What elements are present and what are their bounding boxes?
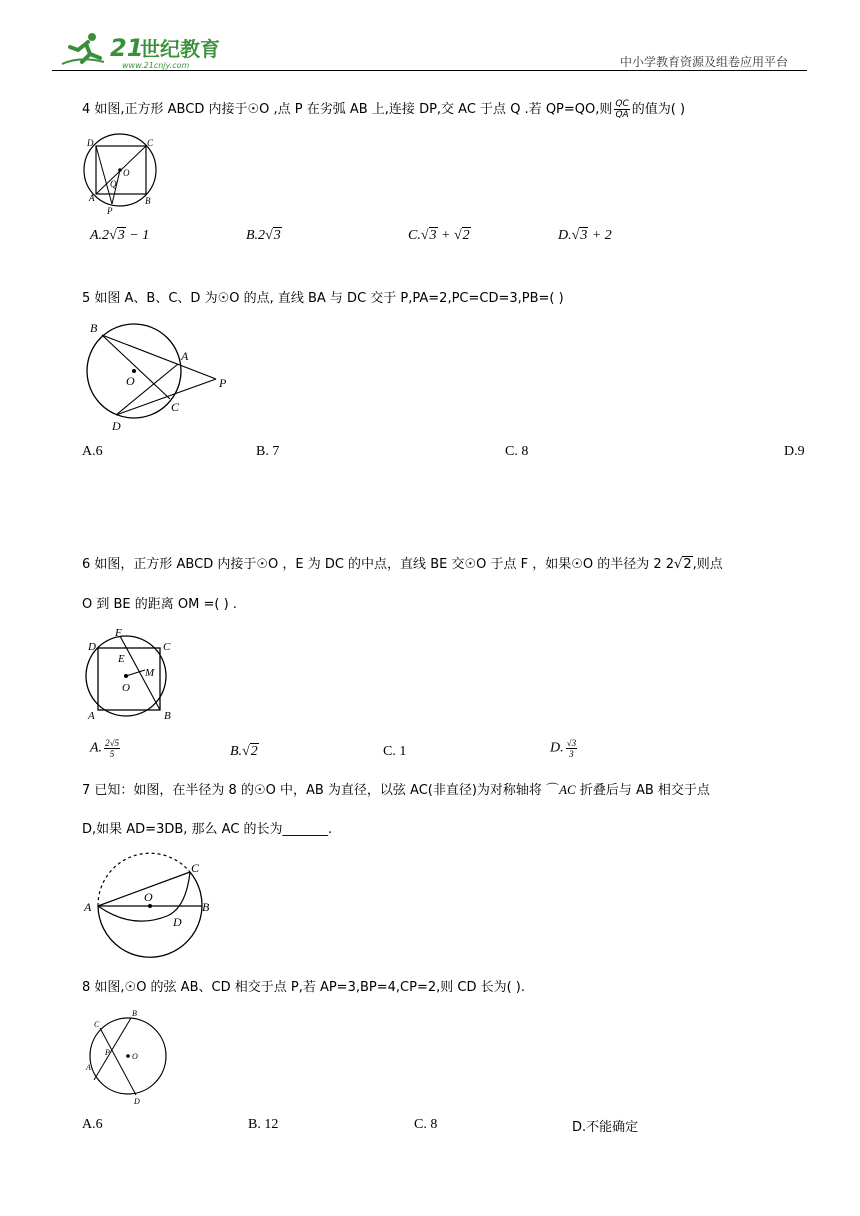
q6-option-c[interactable]: C. 1 bbox=[383, 744, 407, 759]
q4-option-a[interactable]: A.2√3 − 1 bbox=[90, 228, 150, 243]
q6-label-B: B bbox=[164, 710, 171, 722]
q7-figure bbox=[82, 850, 222, 962]
q5-option-c[interactable]: C. 8 bbox=[505, 444, 529, 459]
logo bbox=[60, 28, 240, 72]
q8-stem: 8 如图,☉O 的弦 AB、CD 相交于点 P,若 AP=3,BP=4,CP=2,则 CD 长为( ). bbox=[82, 980, 526, 995]
q4-option-c[interactable]: C.√3 + √2 bbox=[408, 228, 470, 243]
q6-label-A: A bbox=[88, 710, 95, 722]
q7-label-A: A bbox=[84, 900, 92, 914]
q4-figure bbox=[82, 130, 162, 216]
q5-option-b[interactable]: B. 7 bbox=[256, 444, 280, 459]
header-divider bbox=[52, 70, 807, 71]
q5-figure bbox=[82, 316, 242, 436]
q8-label-C: C bbox=[94, 1020, 100, 1029]
q4-label-P: P bbox=[107, 206, 113, 216]
q4-option-d[interactable]: D.√3 + 2 bbox=[558, 228, 612, 243]
q4-option-b[interactable]: B.2√3 bbox=[246, 228, 281, 243]
q8-option-a[interactable]: A.6 bbox=[82, 1117, 103, 1132]
q4-label-A: A bbox=[89, 193, 95, 203]
q4-fraction: $\frac{QC}{QA}$ bbox=[615, 99, 629, 120]
q4-label-C: C bbox=[147, 138, 154, 148]
q7-stem-line2: D,如果 AD=3DB, 那么 AC 的长为_______. bbox=[82, 822, 333, 837]
q6-figure bbox=[82, 624, 182, 724]
q8-label-D: D bbox=[134, 1097, 140, 1106]
q8-label-O: O bbox=[132, 1052, 138, 1061]
logo-icon bbox=[60, 28, 240, 72]
q5-option-d[interactable]: D.9 bbox=[784, 444, 805, 459]
q7-stem-line1: 7 已知：如图，在半径为 8 的☉O 中，AB 为直径，以弦 AC(非直径)为对称轴将 ⌒AC 折叠后与 AB 相交于点 bbox=[82, 782, 710, 798]
svg-text:www.21cnjy.com: www.21cnjy.com bbox=[122, 61, 190, 70]
q8-option-b[interactable]: B. 12 bbox=[248, 1117, 279, 1132]
q6-stem-line2: O 到 BE 的距离 OM =( ) . bbox=[82, 597, 237, 612]
q4-stem: 4 如图,正方形 ABCD 内接于☉O ,点 P 在劣弧 AB 上,连接 DP,交 AC 于点 Q .若 QP=QO,则 $\frac{QC}{QA}$ 的值为( ) bbox=[82, 99, 686, 120]
q6-option-b[interactable]: B.√2 bbox=[230, 744, 258, 759]
q6-option-a[interactable]: A. $\frac{2√5}{5}$ bbox=[90, 738, 120, 759]
q5-label-O: O bbox=[126, 374, 135, 388]
q5-option-a[interactable]: A.6 bbox=[82, 444, 103, 459]
q4-label-B: B bbox=[145, 196, 151, 206]
q6-label-E: E bbox=[118, 653, 125, 665]
q4-label-Q: Q bbox=[110, 179, 117, 189]
q8-label-B: B bbox=[132, 1009, 137, 1018]
q4-label-D: D bbox=[87, 138, 94, 148]
q6-label-O: O bbox=[122, 682, 130, 694]
q8-label-P: P bbox=[105, 1048, 110, 1057]
q5-label-C: C bbox=[171, 400, 180, 414]
q5-label-D: D bbox=[112, 419, 121, 433]
q8-option-c[interactable]: C. 8 bbox=[414, 1117, 438, 1132]
q5-label-P: P bbox=[219, 376, 227, 390]
q6-label-C: C bbox=[163, 641, 171, 653]
platform-label: 中小学教育资源及组卷应用平台 bbox=[620, 55, 789, 69]
q7-label-C: C bbox=[191, 861, 200, 875]
q4-label-O: O bbox=[123, 168, 130, 178]
q5-stem: 5 如图 A、B、C、D 为☉O 的点, 直线 BA 与 DC 交于 P,PA=2,PC=CD=3,PB=( ) bbox=[82, 291, 564, 306]
q7-label-D: D bbox=[173, 915, 182, 929]
q8-figure bbox=[82, 1006, 172, 1106]
q5-label-B: B bbox=[90, 321, 98, 335]
q7-label-O: O bbox=[144, 890, 153, 904]
svg-text:世纪教育: 世纪教育 bbox=[140, 37, 220, 61]
q7-label-B: B bbox=[202, 900, 210, 914]
q6-label-M: M bbox=[145, 667, 155, 679]
q6-label-D: D bbox=[88, 641, 96, 653]
q8-option-d[interactable]: D.不能确定 bbox=[572, 1120, 639, 1135]
svg-text:21: 21 bbox=[110, 34, 144, 62]
q6-option-d[interactable]: D. $\frac{√3}{3}$ bbox=[550, 738, 577, 759]
q6-stem-line1: 6 如图，正方形 ABCD 内接于☉O ，E 为 DC 的中点，直线 BE 交☉O 于点 F ，如果☉O 的半径为 2 2√2,则点 bbox=[82, 557, 723, 572]
q5-label-A: A bbox=[181, 349, 189, 363]
q8-label-A: A bbox=[86, 1063, 91, 1072]
q6-label-F: F bbox=[115, 627, 122, 639]
